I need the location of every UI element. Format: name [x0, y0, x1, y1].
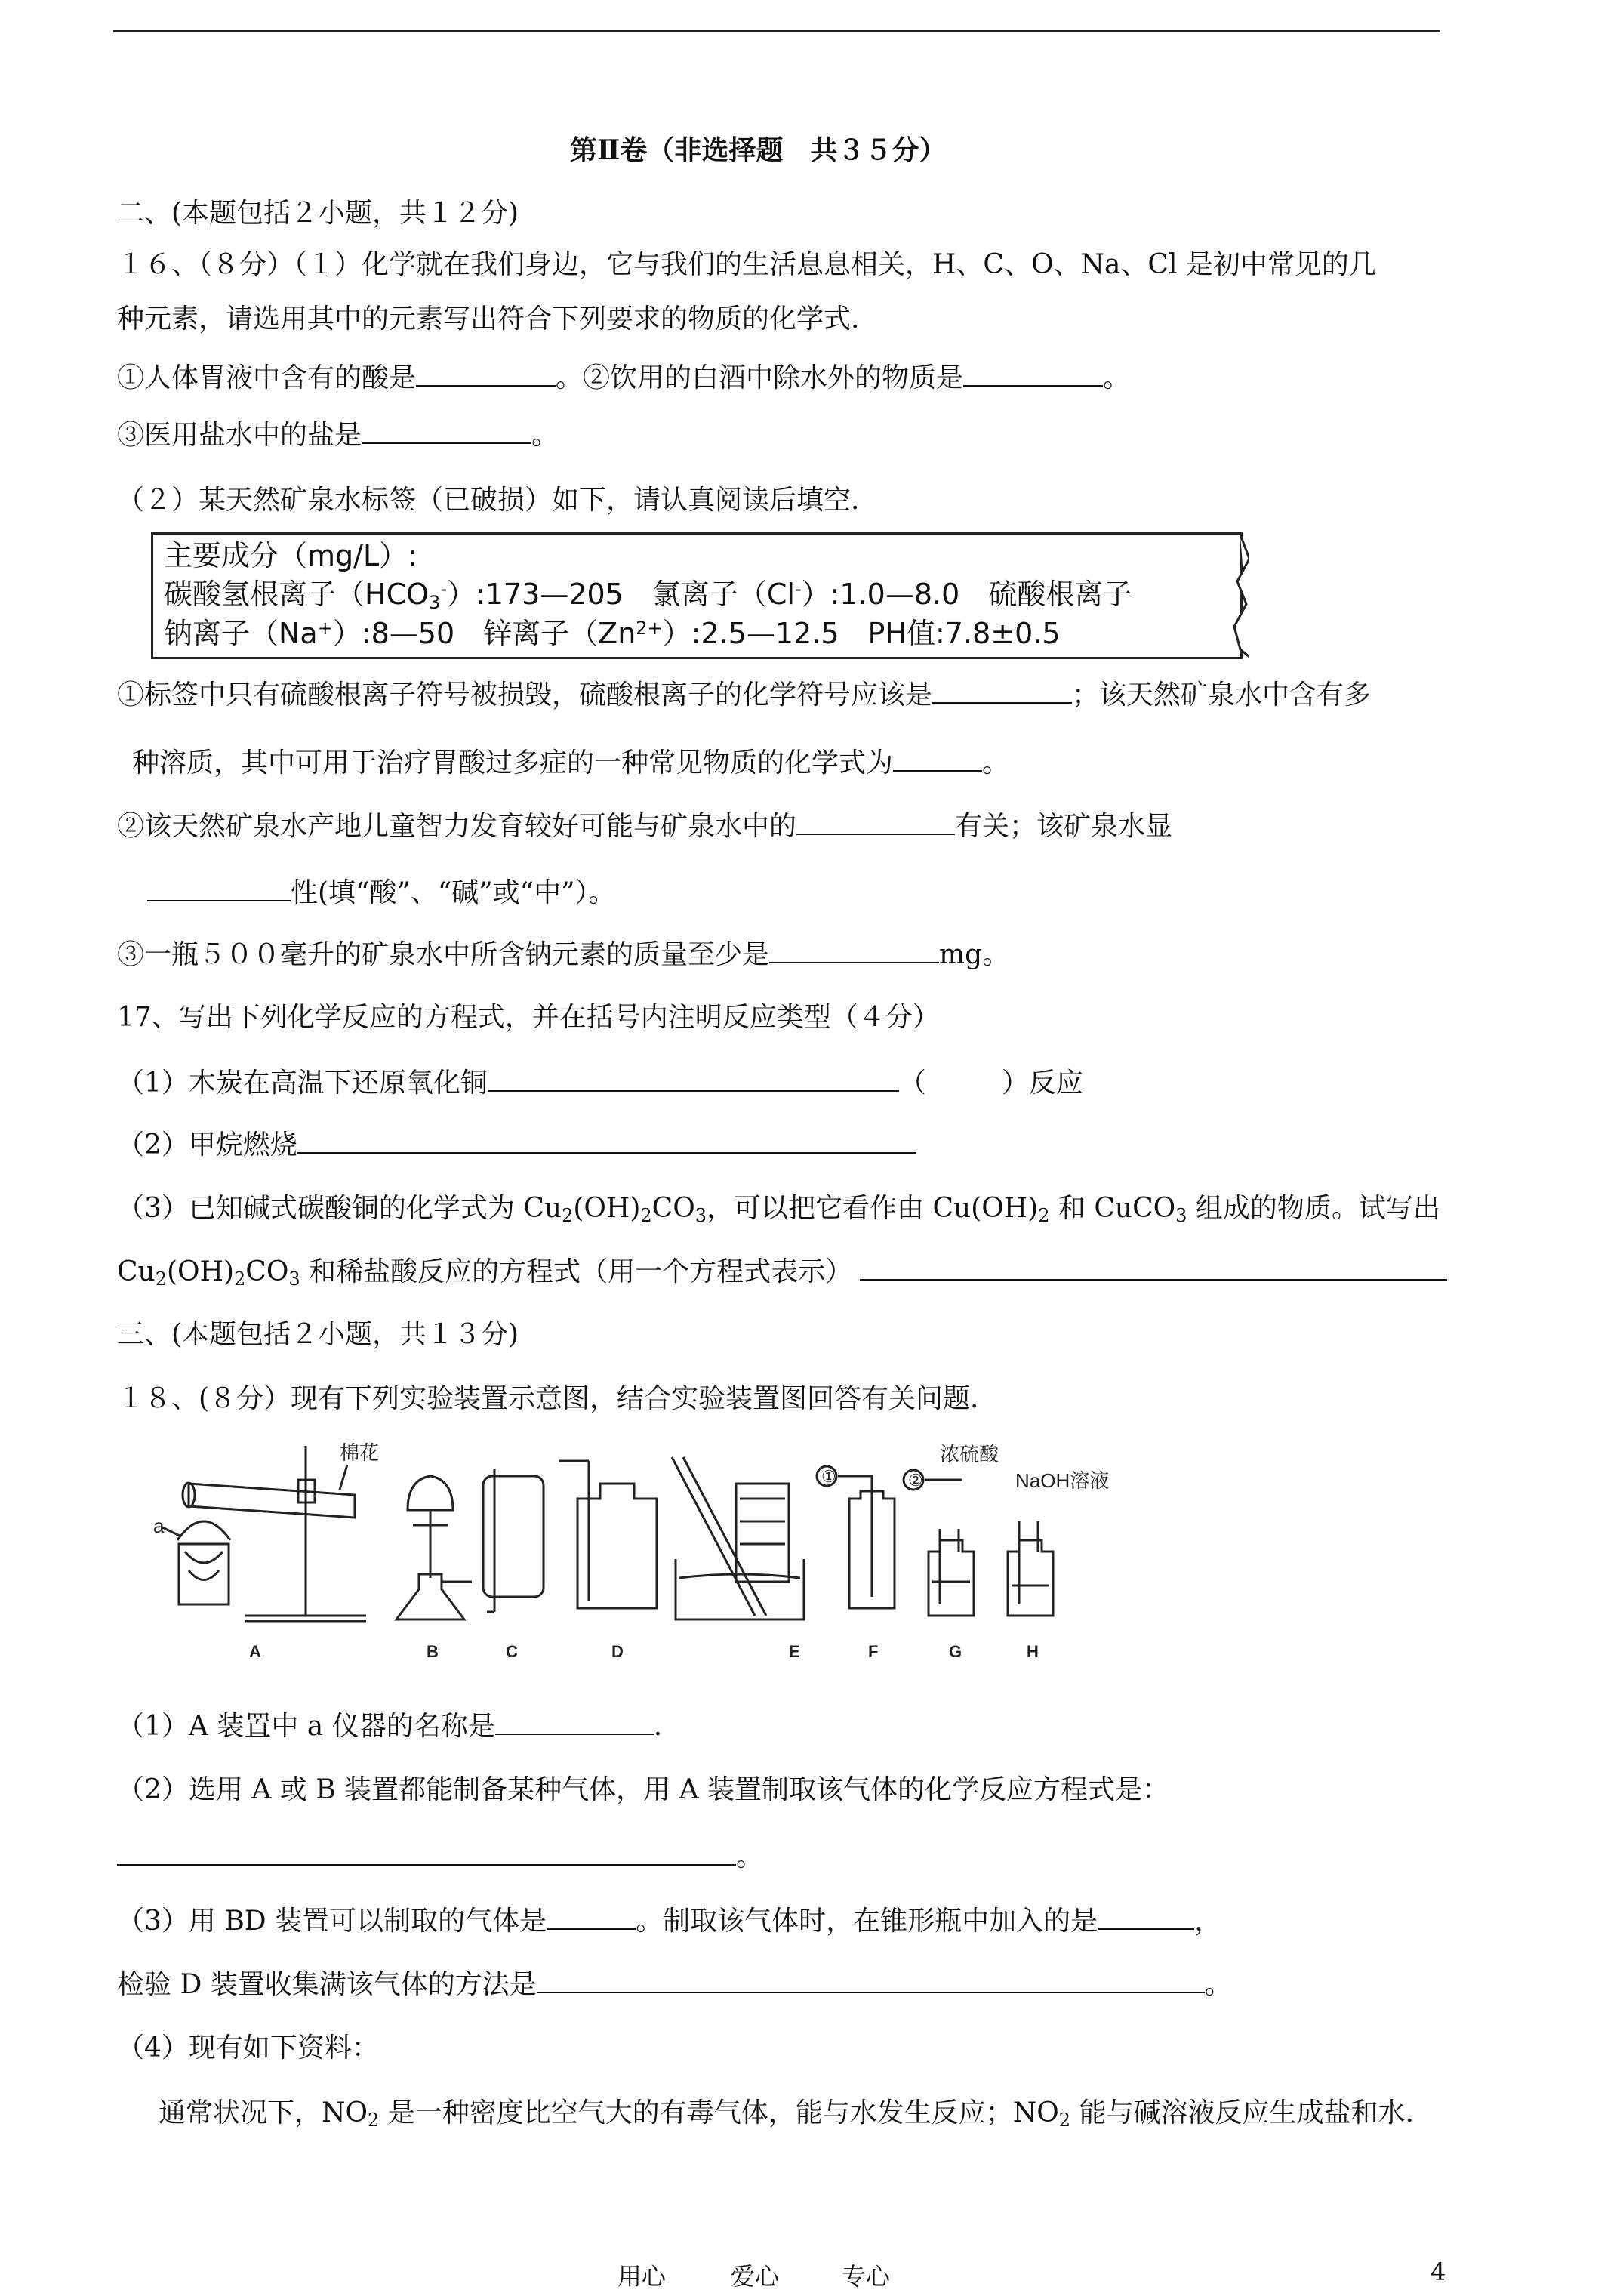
q18-material: 通常状况下，$NO_2$ 是一种密度比空气大的有毒气体，能与水发生反应；$NO_2$ 能与碱溶液反应生成盐和水. [159, 2097, 1414, 2131]
q17-part3-line-2: $Cu_2(OH)_2CO_3$ 和稀盐酸反应的方程式（用一个方程式表示） [117, 1253, 1447, 1290]
q18-part4: （4）现有如下资料： [117, 2032, 379, 2063]
answer-blank[interactable] [537, 1966, 1205, 1993]
answer-blank[interactable] [1098, 1903, 1194, 1930]
footer-text-1: 用心 [617, 2262, 667, 2291]
apparatus-e [672, 1457, 804, 1620]
q17-part1: （1）木炭在高温下还原氧化铜 （ ）反应 [117, 1065, 1083, 1101]
q18-part3-line-1: （3）用 BD 装置可以制取的气体是 。制取该气体时，在锥形瓶中加入的是 ， [117, 1903, 1221, 1939]
answer-blank[interactable] [416, 359, 556, 387]
answer-blank[interactable] [769, 936, 939, 963]
q16-part1-line: ①人体胃液中含有的酸是 。②饮用的白酒中除水外的物质是 。 [117, 359, 1130, 396]
label-E: E [789, 1642, 800, 1661]
circle-2-label: ② [908, 1472, 923, 1490]
answer-blank[interactable] [488, 1065, 899, 1092]
apparatus-figure [147, 1438, 1151, 1665]
part-title: 第Ⅱ卷（非选择题 共３５分） [570, 134, 947, 166]
q18-part2: （2）选用 A 或 B 装置都能制备某种气体，用 A 装置制取该气体的化学反应方程式是： [117, 1774, 1170, 1805]
label-title: 主要成分（mg/L）: [164, 539, 417, 572]
label-a: a [153, 1515, 165, 1537]
section-3-heading: 三、(本题包括２小题，共１３分) [117, 1319, 519, 1350]
q16-part2-intro: （２）某天然矿泉水标签（已破损）如下，请认真阅读后填空. [117, 485, 860, 516]
apparatus-b [396, 1476, 472, 1620]
apparatus-g [904, 1443, 999, 1616]
apparatus-c [483, 1469, 544, 1612]
label-H: H [1027, 1642, 1039, 1661]
label-B: B [427, 1642, 439, 1661]
q16-intro-1: １６、（８分）（１）化学就在我们身边，它与我们的生活息息相关，H、C、O、Na、Cl 是初中常见的几 [117, 249, 1376, 280]
label-C: C [506, 1642, 518, 1661]
answer-blank[interactable] [362, 417, 531, 444]
section-2-heading: 二、(本题包括２小题，共１２分) [117, 198, 519, 229]
q16-d-line: ③一瓶５００毫升的矿泉水中所含钠元素的质量至少是 mg。 [117, 936, 1009, 972]
q16-part1-line-3: ③医用盐水中的盐是 。 [117, 417, 559, 453]
apparatus-d [559, 1461, 657, 1608]
answer-blank[interactable] [297, 1126, 916, 1154]
label-row-1: 碳酸氢根离子$(HCO_3^-):173—205$ 氯离子（Cl-）:1.0—8.0 硫酸根离子 [164, 578, 1132, 613]
q16-c-line-1: ②该天然矿泉水产地儿童智力发育较好可能与矿泉水中的 有关；该矿泉水显 [117, 808, 1172, 844]
label-row-2: 钠离子（Na+）:8—50 锌离子$(Zn^{2+}):2.5—12.5$ PH值:7.8±0.5 [164, 617, 1061, 650]
label-cotton: 棉花 [340, 1441, 380, 1464]
label-conc-acid: 浓硫酸 [940, 1443, 999, 1465]
label-A: A [249, 1642, 261, 1661]
q16-b-line-2: 种溶质，其中可用于治疗胃酸过多症的一种常见物质的化学式为 。 [132, 744, 1009, 781]
q17-part2: （2）甲烷燃烧 [117, 1126, 916, 1163]
answer-blank[interactable] [495, 1708, 654, 1735]
label-G: G [949, 1642, 962, 1661]
label-F: F [868, 1642, 879, 1661]
q18-part3-line-2: 检验 D 装置收集满该气体的方法是 。 [117, 1966, 1232, 2002]
answer-blank[interactable] [963, 359, 1103, 387]
answer-blank[interactable] [117, 1838, 736, 1866]
mineral-water-label [151, 532, 1243, 659]
apparatus-f [817, 1466, 895, 1608]
q17-heading: 17、写出下列化学反应的方程式，并在括号内注明反应类型（４分） [117, 1002, 940, 1033]
answer-blank[interactable] [860, 1253, 1447, 1281]
q16-b-line-1: ①标签中只有硫酸根离子符号被损毁，硫酸根离子的化学符号应该是 ；该天然矿泉水中含有多 [117, 676, 1371, 713]
q17-part3-line-1: （3）已知碱式碳酸铜的化学式为 $Cu_2(OH)_2CO_3$，可以把它看作由 $Cu(OH)_2$ 和 CuCO$_3$ 组成的物质。试写出 [117, 1193, 1440, 1226]
q18-heading: １８、(８分）现有下列实验装置示意图，结合实验装置图回答有关问题. [117, 1383, 979, 1414]
answer-blank[interactable] [547, 1903, 636, 1930]
label-D: D [611, 1642, 624, 1661]
q16-intro-2: 种元素，请选用其中的元素写出符合下列要求的物质的化学式. [117, 304, 860, 334]
apparatus-h [1008, 1469, 1109, 1616]
circle-1-label: ① [821, 1468, 836, 1487]
answer-blank[interactable] [796, 808, 955, 835]
apparatus-a [153, 1441, 379, 1621]
label-naoh: NaOH溶液 [1015, 1469, 1110, 1492]
page-number: 4 [1431, 2257, 1446, 2286]
top-rule [113, 30, 1440, 32]
footer-text-2: 爱心 [731, 2262, 780, 2291]
q18-part1: （1）A 装置中 a 仪器的名称是 . [117, 1708, 662, 1744]
footer-text-3: 专心 [842, 2262, 891, 2291]
torn-label-edge [1204, 529, 1249, 661]
q16-c-line-2: 性(填“酸”、“碱”或“中”）。 [147, 874, 615, 911]
answer-blank[interactable] [932, 676, 1072, 704]
q18-part2-answer: 。 [117, 1838, 763, 1875]
answer-blank[interactable] [893, 744, 982, 772]
answer-blank[interactable] [147, 874, 291, 901]
